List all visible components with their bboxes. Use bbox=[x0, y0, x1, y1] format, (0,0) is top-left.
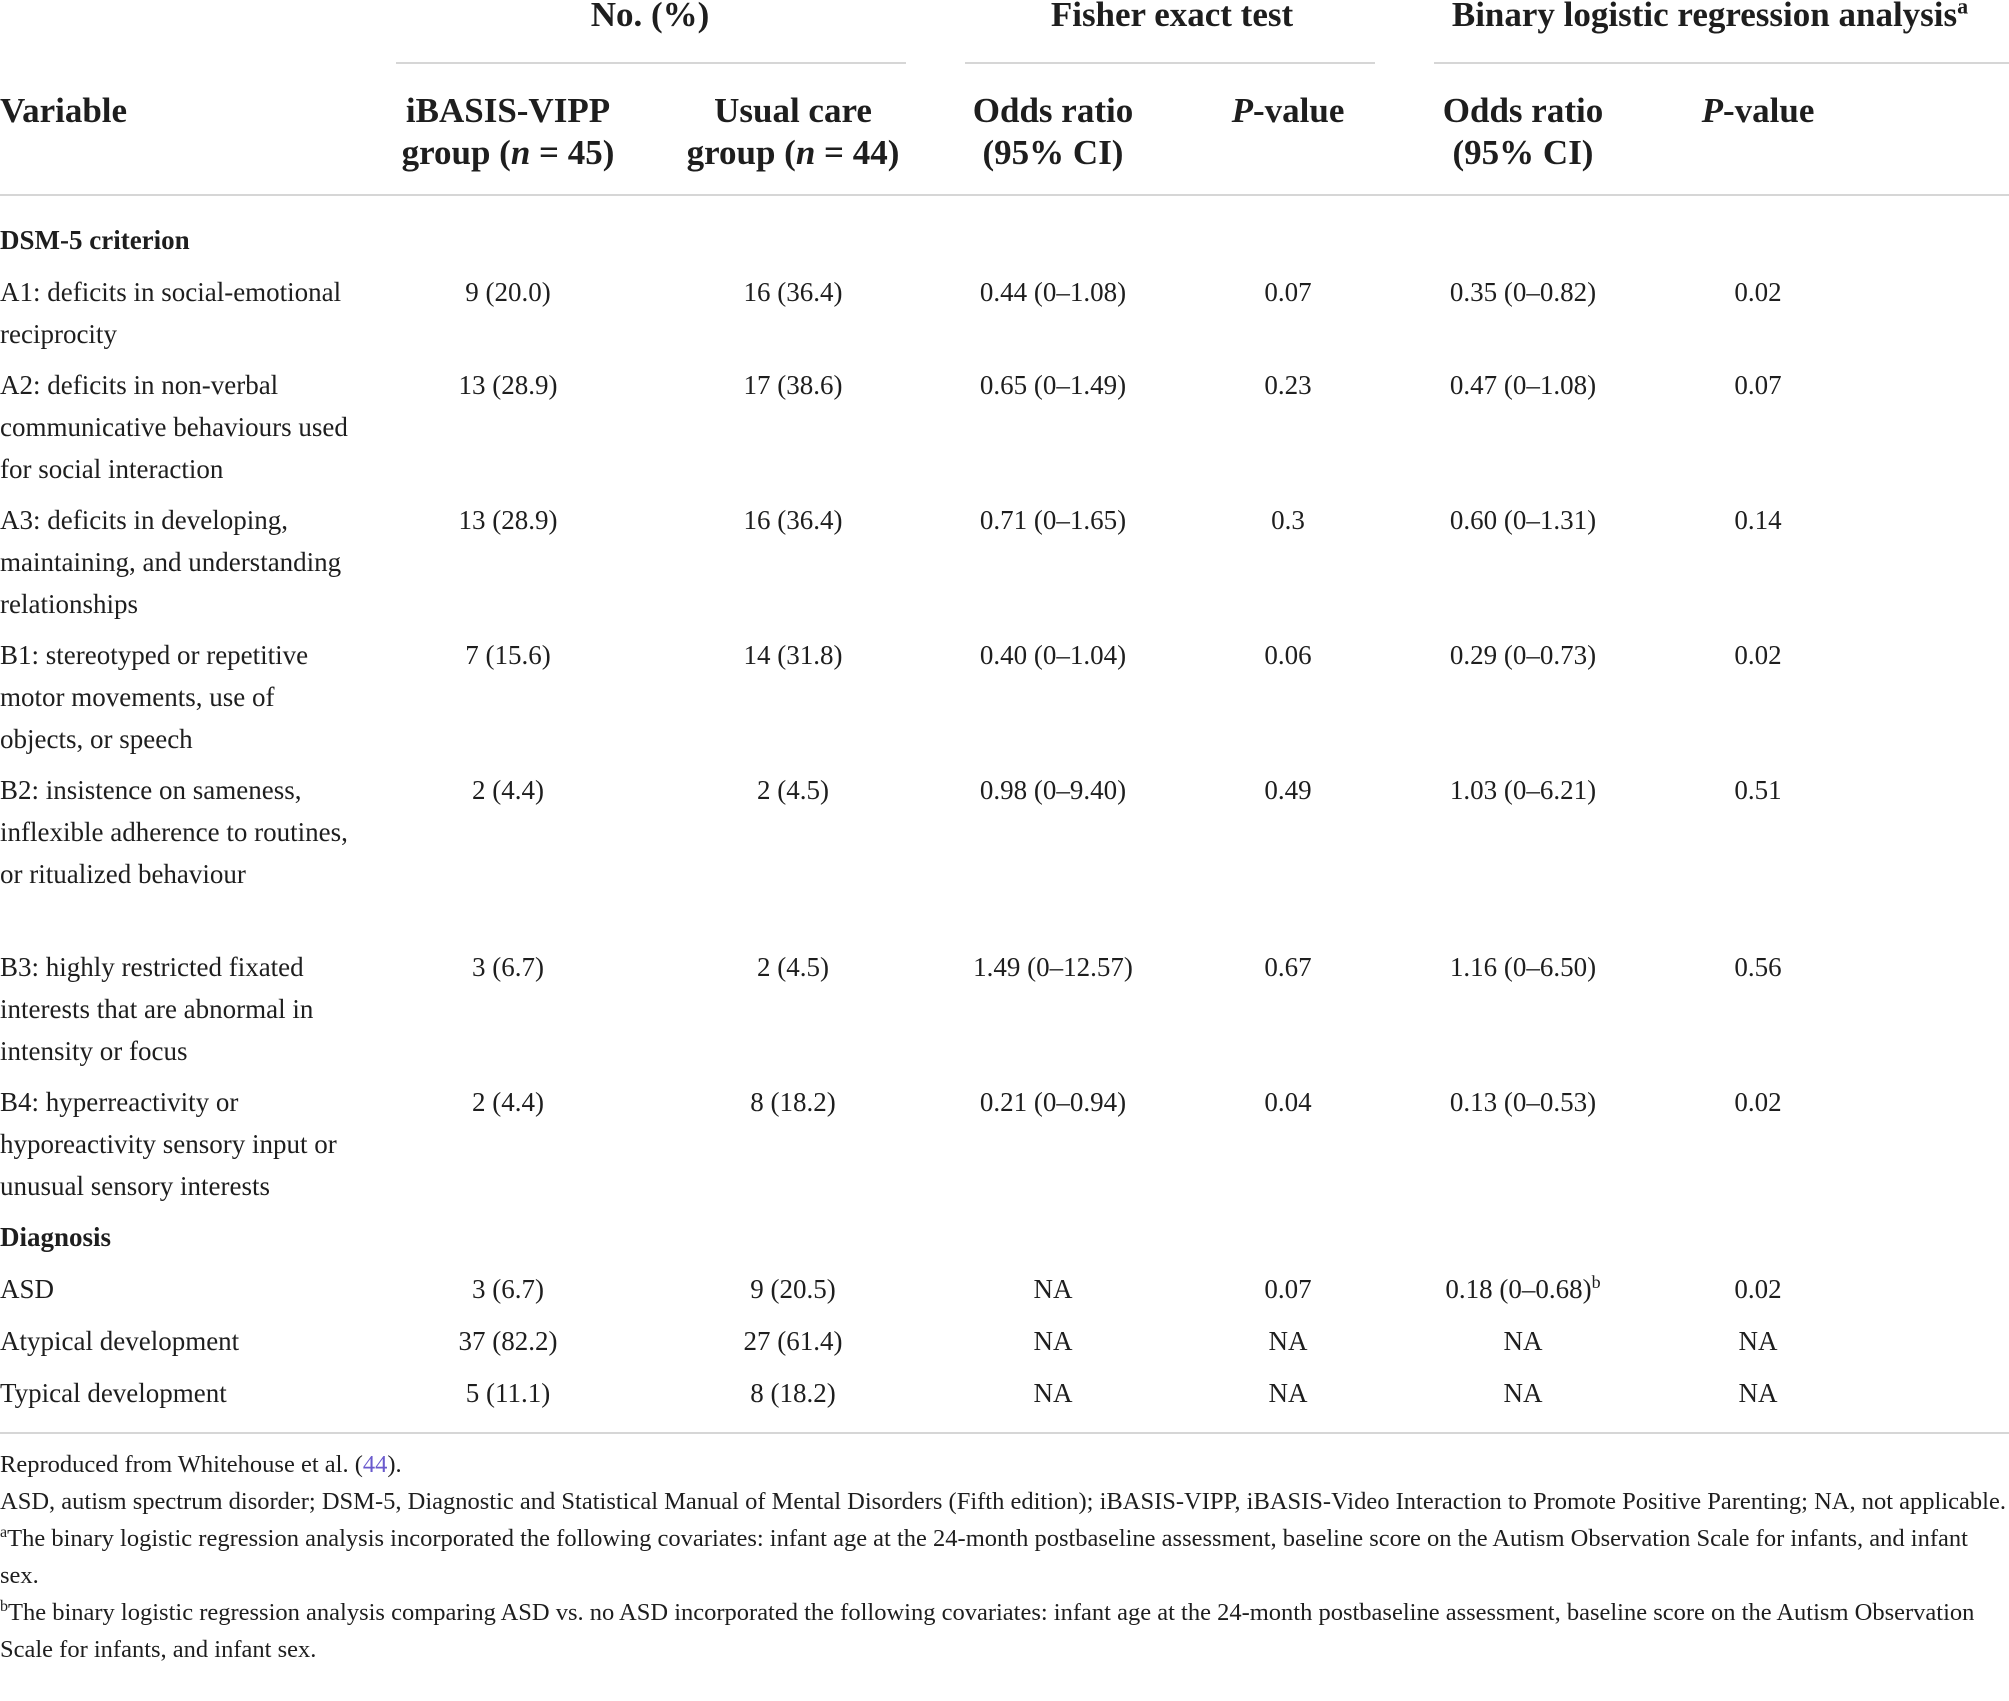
header-bottom-rule bbox=[0, 194, 2009, 196]
cell-or-logistic: NA bbox=[1503, 1326, 1543, 1356]
cell-or-logistic: 0.35 (0–0.82) bbox=[1449, 277, 1597, 307]
cell-p-logistic: 0.02 bbox=[1734, 277, 1782, 307]
group-header-logistic: Binary logistic regression analysis$^a$ bbox=[1452, 0, 1968, 36]
cell-p-fisher: NA bbox=[1268, 1378, 1308, 1408]
cell-usual: 14 (31.8) bbox=[743, 640, 843, 670]
row-label-b4: B4: hyperreactivity or hyporeactivity sensory input or unusual sensory interests bbox=[0, 1087, 337, 1201]
cell-p-fisher: 0.23 bbox=[1264, 370, 1312, 400]
cell-or-logistic: 1.03 (0–6.21) bbox=[1449, 775, 1597, 805]
cell-or-logistic: 0.18 $(0-0.68)^b$ bbox=[1445, 1272, 1601, 1304]
col-header-ibasis: iBASIS-VIPP group (n = 45) bbox=[401, 91, 615, 172]
cell-ibasis: 13 (28.9) bbox=[458, 505, 558, 535]
cell-or-fisher: 0.40 (0–1.04) bbox=[979, 640, 1127, 670]
cell-or-fisher: 0.21 (0–0.94) bbox=[979, 1087, 1127, 1117]
cell-or-logistic: 0.13 (0–0.53) bbox=[1449, 1087, 1597, 1117]
section-dsm5: DSM-5 criterion bbox=[0, 225, 190, 255]
cell-p-fisher: 0.06 bbox=[1264, 640, 1312, 670]
cell-or-fisher: 0.71 (0–1.65) bbox=[979, 505, 1127, 535]
row-label-b2: B2: insistence on sameness, inflexible adherence to routines, or ritualized behaviour bbox=[0, 775, 348, 889]
cell-ibasis: 3 (6.7) bbox=[472, 952, 544, 982]
col-header-usual-care: Usual care group (n = 44) bbox=[686, 91, 900, 172]
row-label-a1: A1: deficits in social-emotional reciprocity bbox=[0, 277, 342, 349]
cell-usual: 16 (36.4) bbox=[743, 505, 843, 535]
cell-p-fisher: 0.67 bbox=[1264, 952, 1312, 982]
row-label-a2: A2: deficits in non-verbal communicative behaviours used for social interaction bbox=[0, 370, 348, 484]
reference-link-44[interactable]: 44 bbox=[362, 1451, 388, 1478]
cell-usual: 2 (4.5) bbox=[757, 952, 829, 982]
note-footnote-a: $^a$The binary logistic regression analysis incorporated the following covariates: infant age at the 24-month postbaseline assessment, baseline score on the Autism Observation Scale for infants, and infant sex. bbox=[0, 1523, 1968, 1589]
section-diagnosis: Diagnosis bbox=[0, 1222, 112, 1252]
cell-ibasis: 5 (11.1) bbox=[465, 1378, 551, 1408]
cell-ibasis: 37 (82.2) bbox=[458, 1326, 558, 1356]
cell-usual: 17 (38.6) bbox=[743, 370, 843, 400]
cell-usual: 16 (36.4) bbox=[743, 277, 843, 307]
cell-or-logistic: 0.29 (0–0.73) bbox=[1449, 640, 1597, 670]
row-label-asd: ASD bbox=[0, 1274, 55, 1304]
cell-ibasis: 2 (4.4) bbox=[472, 775, 544, 805]
cell-or-logistic: NA bbox=[1503, 1378, 1543, 1408]
cell-or-fisher: NA bbox=[1033, 1378, 1073, 1408]
cell-or-logistic: 0.47 (0–1.08) bbox=[1449, 370, 1597, 400]
cell-usual: 2 (4.5) bbox=[757, 775, 829, 805]
cell-p-fisher: 0.07 bbox=[1264, 1274, 1312, 1304]
cell-or-fisher: NA bbox=[1033, 1326, 1073, 1356]
cell-or-fisher: 0.65 (0–1.49) bbox=[979, 370, 1127, 400]
cell-p-fisher: 0.04 bbox=[1264, 1087, 1312, 1117]
row-label-a3: A3: deficits in developing, maintaining, and understanding relationships bbox=[0, 505, 342, 619]
note-reproduced: Reproduced from Whitehouse et al. (44). bbox=[0, 1451, 402, 1478]
col-header-p-fisher: P-value bbox=[1231, 91, 1345, 130]
cell-p-logistic: NA bbox=[1738, 1378, 1778, 1408]
group-rule-fisher bbox=[965, 62, 1375, 64]
row-label-atypical: Atypical development bbox=[0, 1326, 240, 1356]
cell-ibasis: 9 (20.0) bbox=[465, 277, 551, 307]
cell-p-logistic: 0.14 bbox=[1734, 505, 1782, 535]
note-footnote-b: $^b$The binary logistic regression analysis comparing ASD vs. no ASD incorporated the following covariates: infant age at the 24-month postbaseline assessment, baseline score on the Autism Observation Scale for infants, and infant sex. bbox=[0, 1597, 1975, 1663]
col-header-variable: Variable bbox=[0, 91, 128, 130]
cell-ibasis: 13 (28.9) bbox=[458, 370, 558, 400]
cell-p-logistic: 0.51 bbox=[1734, 775, 1782, 805]
cell-p-fisher: NA bbox=[1268, 1326, 1308, 1356]
row-label-b1: B1: stereotyped or repetitive motor movements, use of objects, or speech bbox=[0, 640, 309, 754]
cell-p-logistic: 0.02 bbox=[1734, 640, 1782, 670]
row-label-typical: Typical development bbox=[0, 1378, 227, 1408]
cell-or-fisher: 1.49 (0–12.57) bbox=[973, 952, 1133, 982]
cell-p-fisher: 0.07 bbox=[1264, 277, 1312, 307]
group-header-fisher: Fisher exact test bbox=[1050, 0, 1294, 34]
note-abbreviations: ASD, autism spectrum disorder; DSM-5, Diagnostic and Statistical Manual of Mental Disorders (Fifth edition); iBASIS-VIPP, iBASIS-Video Interaction to Promote Positive Parenting; NA, not applicable. bbox=[0, 1488, 2006, 1515]
footnote-b-marker: b bbox=[1591, 1272, 1601, 1292]
cell-usual: 27 (61.4) bbox=[743, 1326, 843, 1356]
cell-p-logistic: NA bbox=[1738, 1326, 1778, 1356]
cell-usual: 9 (20.5) bbox=[750, 1274, 836, 1304]
cell-p-logistic: 0.02 bbox=[1734, 1274, 1782, 1304]
col-header-p-logistic: P-value bbox=[1701, 91, 1815, 130]
cell-p-logistic: 0.56 bbox=[1734, 952, 1782, 982]
group-header-no-percent: No. (%) bbox=[590, 0, 710, 34]
cell-ibasis: 7 (15.6) bbox=[465, 640, 551, 670]
cell-or-fisher: 0.44 (0–1.08) bbox=[979, 277, 1127, 307]
cell-usual: 8 (18.2) bbox=[750, 1378, 836, 1408]
cell-ibasis: 3 (6.7) bbox=[472, 1274, 544, 1304]
row-label-b3: B3: highly restricted fixated interests that are abnormal in intensity or focus bbox=[0, 952, 314, 1066]
col-header-or-logistic: Odds ratio (95% CI) bbox=[1442, 91, 1604, 172]
cell-p-fisher: 0.3 bbox=[1271, 505, 1305, 535]
footnote-a-marker: a bbox=[1957, 0, 1969, 19]
cell-or-logistic: 1.16 (0–6.50) bbox=[1449, 952, 1597, 982]
cell-p-logistic: 0.07 bbox=[1734, 370, 1782, 400]
table-bottom-rule bbox=[0, 1432, 2009, 1434]
group-rule-logistic bbox=[1434, 62, 2009, 64]
cell-or-fisher: 0.98 (0–9.40) bbox=[979, 775, 1127, 805]
cell-usual: 8 (18.2) bbox=[750, 1087, 836, 1117]
cell-ibasis: 2 (4.4) bbox=[472, 1087, 544, 1117]
cell-p-logistic: 0.02 bbox=[1734, 1087, 1782, 1117]
col-header-or-fisher: Odds ratio (95% CI) bbox=[972, 91, 1134, 172]
cell-or-fisher: NA bbox=[1033, 1274, 1073, 1304]
table-notes bbox=[0, 1446, 2009, 1668]
cell-p-fisher: 0.49 bbox=[1264, 775, 1312, 805]
group-rule-no bbox=[396, 62, 906, 64]
cell-or-logistic: 0.60 (0–1.31) bbox=[1449, 505, 1597, 535]
